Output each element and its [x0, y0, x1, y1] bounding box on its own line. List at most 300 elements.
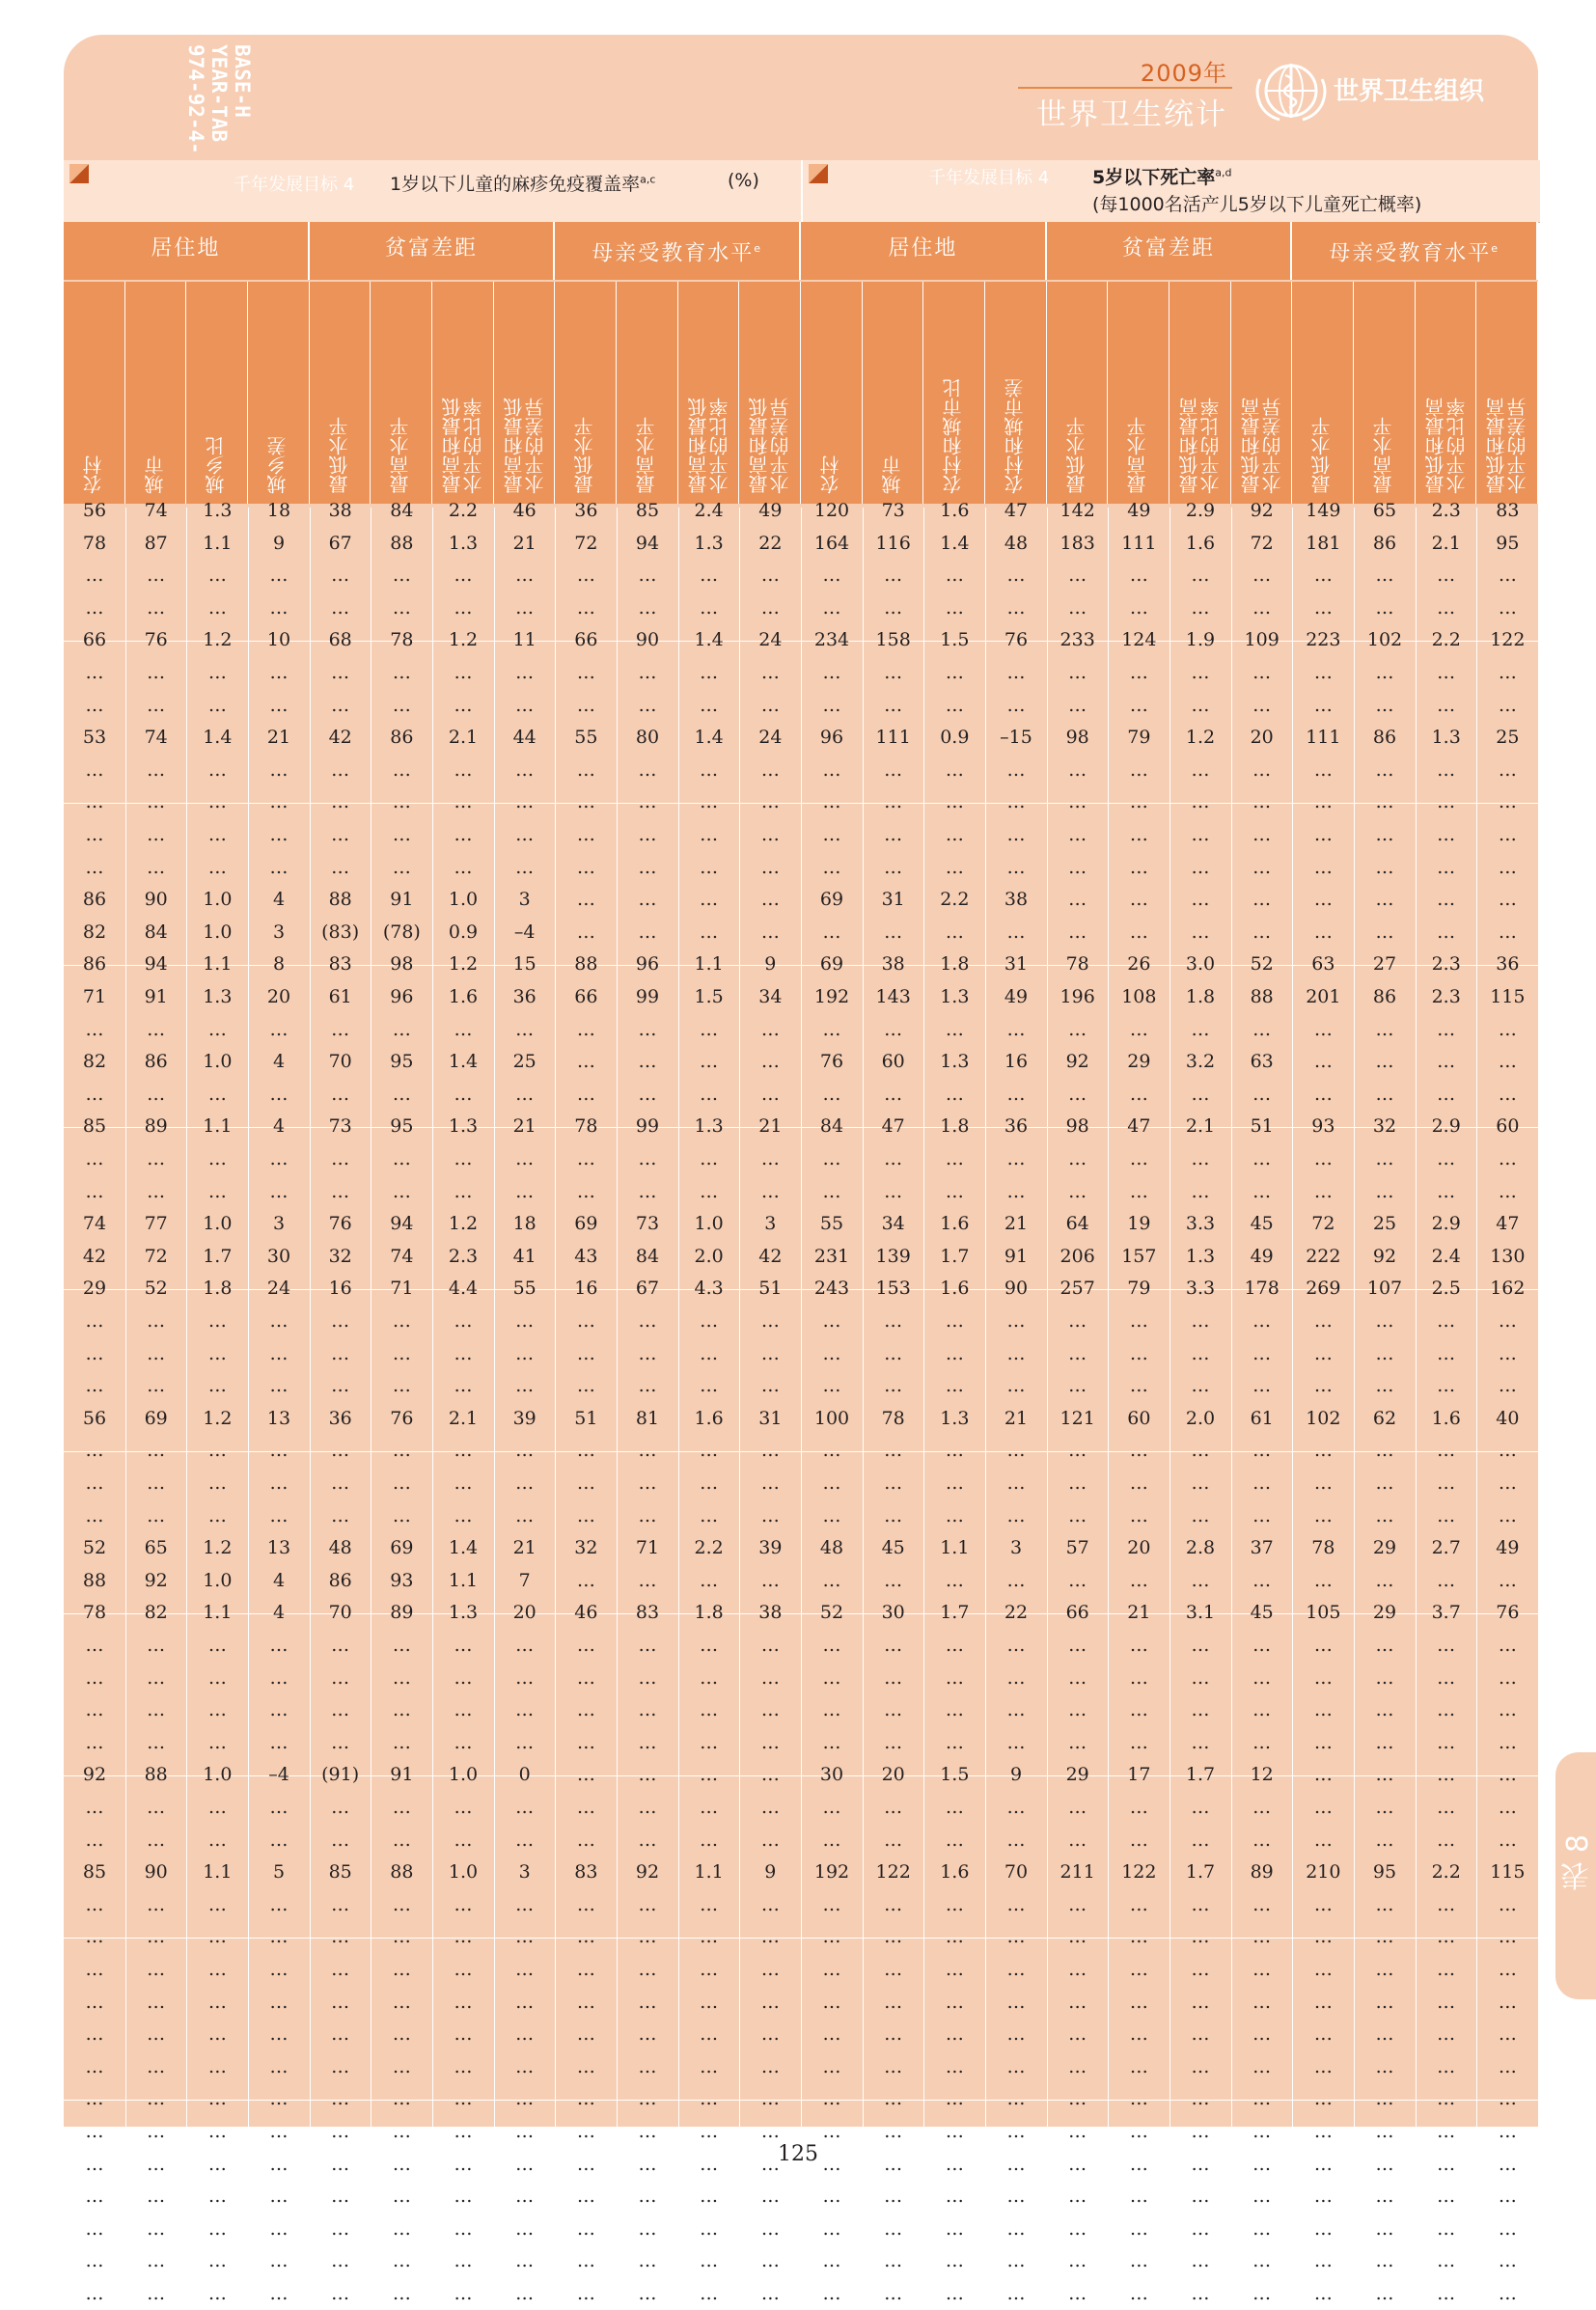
table-cell: … [147, 1893, 166, 1915]
table-cell: … [1068, 1342, 1087, 1364]
table-cell: … [515, 2088, 535, 2110]
table-cell: … [331, 791, 350, 813]
goal-label: 千年发展目标 4 [234, 175, 355, 195]
table-cell: … [454, 824, 473, 845]
column-header-label: 城市 [143, 455, 167, 494]
table-cell: … [1437, 1959, 1456, 1980]
table-cell: 69 [390, 1537, 414, 1559]
table-cell: … [822, 1018, 841, 1040]
table-cell: … [85, 694, 104, 716]
table-cell: … [1006, 1083, 1026, 1105]
column-header [1231, 282, 1293, 504]
table-cell: … [1006, 1666, 1026, 1689]
table-cell: … [945, 1666, 964, 1689]
goal-label: 千年发展目标 4 [928, 168, 1050, 188]
table-cell: … [85, 1829, 104, 1851]
table-cell: … [1498, 1829, 1517, 1851]
table-cell: … [576, 1310, 595, 1332]
table-cell: … [207, 1018, 227, 1040]
table-cell: 192 [813, 1861, 850, 1884]
table-cell: … [1498, 1018, 1517, 1040]
group-header-label: 贫富差距 [1121, 236, 1215, 261]
table-cell: 157 [1121, 1245, 1157, 1267]
table-cell: … [207, 2121, 227, 2142]
table-cell: … [576, 1342, 595, 1364]
table-cell: … [945, 564, 964, 587]
table-cell: … [269, 1440, 289, 1462]
table-cell: 88 [82, 1569, 107, 1591]
table-cell: … [1498, 1148, 1517, 1169]
table-cell: … [822, 1569, 841, 1591]
table-cell: … [1191, 856, 1210, 878]
table-cell: … [85, 2250, 104, 2272]
table-cell: … [1437, 564, 1456, 587]
table-cell: 231 [813, 1245, 850, 1267]
table-cell: … [760, 2250, 780, 2272]
table-cell: … [1375, 1829, 1394, 1851]
table-cell: 72 [1250, 532, 1274, 554]
table-cell: … [331, 1893, 350, 1915]
table-cell: 48 [819, 1537, 844, 1559]
table-cell: 95 [1372, 1861, 1397, 1884]
table-cell: … [822, 1926, 841, 1948]
table-cell: … [576, 1959, 595, 1980]
table-cell: … [392, 856, 411, 878]
column-header [678, 282, 740, 504]
table-cell: 1.1 [940, 1537, 970, 1559]
table-cell: … [454, 2121, 473, 2142]
table-cell: 32 [574, 1537, 598, 1559]
table-cell: … [269, 1991, 289, 2013]
table-cell: 1.6 [1185, 532, 1216, 554]
table-cell: … [1129, 1083, 1148, 1105]
table-cell: … [1006, 1926, 1026, 1948]
table-cell: … [1129, 1180, 1148, 1202]
table-cell: … [1498, 1764, 1517, 1786]
table-cell: … [1129, 824, 1148, 845]
table-cell: … [822, 596, 841, 619]
table-cell: … [1006, 1440, 1026, 1462]
table-cell: 124 [1121, 629, 1157, 651]
table-cell: 93 [1311, 1115, 1335, 1138]
table-cell: … [392, 1699, 411, 1721]
table-cell: … [331, 2088, 350, 2110]
table-cell: … [515, 2217, 535, 2240]
table-cell: … [147, 2088, 166, 2110]
table-cell: 1.2 [1185, 727, 1216, 749]
table-cell: … [515, 2023, 535, 2046]
table-cell: 24 [266, 1278, 291, 1300]
table-cell: … [760, 1797, 780, 1818]
group-header [1047, 222, 1293, 280]
table-cell: … [945, 2023, 964, 2046]
table-cell: … [576, 2250, 595, 2272]
table-cell: 1.3 [203, 986, 233, 1007]
table-cell: … [331, 1310, 350, 1332]
table-cell: … [269, 596, 289, 619]
table-cell: … [331, 1666, 350, 1689]
table-cell: … [1191, 662, 1210, 683]
indicator-title [1092, 163, 1231, 189]
table-cell: … [454, 2023, 473, 2046]
table-cell: 1.0 [694, 1213, 724, 1235]
table-cell: … [392, 1180, 411, 1202]
table-cell: … [884, 1342, 903, 1364]
table-cell: … [1375, 2153, 1394, 2175]
table-cell: … [207, 2088, 227, 2110]
table-cell: … [884, 2283, 903, 2304]
table-cell: … [822, 1666, 841, 1689]
table-cell: … [1068, 564, 1087, 587]
table-cell: … [1191, 2121, 1210, 2142]
table-cell: … [392, 2186, 411, 2208]
table-cell: … [269, 2217, 289, 2240]
table-cell: … [1375, 921, 1394, 943]
table-cell: … [392, 1635, 411, 1656]
table-cell: … [269, 694, 289, 716]
table-cell: … [147, 694, 166, 716]
table-cell: … [884, 1148, 903, 1169]
table-cell: … [700, 1926, 719, 1948]
table-cell: 1.8 [203, 1278, 233, 1300]
table-cell: … [576, 694, 595, 716]
table-cell: … [1129, 1666, 1148, 1689]
table-cell: … [269, 2283, 289, 2304]
table-cell: … [1375, 596, 1394, 619]
table-cell: … [1129, 1148, 1148, 1169]
table-cell: … [884, 1310, 903, 1332]
table-cell: … [760, 1180, 780, 1202]
table-cell: … [1191, 1666, 1210, 1689]
table-cell: … [85, 791, 104, 813]
table-cell: … [1498, 1180, 1517, 1202]
table-cell: … [700, 2055, 719, 2077]
table-cell: … [1498, 1440, 1517, 1462]
group-header-label: 母亲受教育水平 [592, 241, 755, 266]
table-cell: … [269, 1731, 289, 1753]
table-cell: … [576, 2023, 595, 2046]
table-cell: … [884, 1731, 903, 1753]
table-cell: 149 [1306, 500, 1341, 521]
column-header [432, 282, 494, 504]
table-cell: 73 [881, 500, 905, 521]
table-cell: … [1129, 889, 1148, 911]
table-cell: … [392, 1440, 411, 1462]
indicator-footnote: a,d [1215, 166, 1232, 179]
table-cell: 49 [1496, 1537, 1520, 1559]
table-cell: … [638, 1991, 657, 2013]
table-cell: … [207, 1635, 227, 1656]
table-cell: … [1437, 2088, 1456, 2110]
table-cell: 60 [1496, 1115, 1520, 1138]
table-cell: … [331, 1148, 350, 1169]
table-cell: 55 [512, 1278, 537, 1300]
table-cell: … [945, 1569, 964, 1591]
table-cell: … [1375, 2055, 1394, 2077]
table-cell: 2.9 [1431, 1115, 1461, 1138]
table-cell: … [760, 1440, 780, 1462]
table-cell: … [638, 1569, 657, 1591]
table-cell: 12 [1250, 1764, 1274, 1786]
table-cell: … [1437, 2153, 1456, 2175]
table-cell: … [1006, 596, 1026, 619]
table-cell: … [1437, 1829, 1456, 1851]
table-cell: 48 [1004, 532, 1029, 554]
table-cell: 78 [82, 1602, 107, 1624]
table-cell: 222 [1306, 1245, 1341, 1267]
column-header-label: 最低水平 [573, 417, 597, 494]
table-cell: … [207, 2153, 227, 2175]
table-cell: … [576, 1504, 595, 1526]
table-cell: 67 [635, 1278, 660, 1300]
table-cell: … [760, 1051, 780, 1073]
table-cell: 95 [1496, 532, 1520, 554]
table-cell: 60 [881, 1051, 905, 1073]
table-cell: 257 [1059, 1278, 1095, 1300]
table-cell: … [515, 2283, 535, 2304]
table-cell: … [1006, 1699, 1026, 1721]
table-cell: … [515, 2153, 535, 2175]
table-cell: 2.4 [1431, 1245, 1461, 1267]
table-cell: … [1252, 889, 1272, 911]
table-cell: … [392, 2153, 411, 2175]
table-cell: … [1313, 791, 1333, 813]
table-cell: … [700, 564, 719, 587]
table-cell: 192 [813, 986, 850, 1007]
table-cell: … [392, 1083, 411, 1105]
table-cell: 87 [144, 532, 168, 554]
table-cell: 1.0 [203, 1764, 233, 1786]
table-cell: … [454, 1180, 473, 1202]
table-cell: … [454, 2250, 473, 2272]
table-cell: … [576, 1148, 595, 1169]
table-cell: … [945, 2283, 964, 2304]
table-cell: … [1191, 2186, 1210, 2208]
column-header [923, 282, 985, 504]
table-cell: 84 [635, 1245, 660, 1267]
table-cell: … [945, 1472, 964, 1494]
table-cell: … [700, 1440, 719, 1462]
table-cell: 86 [82, 953, 107, 976]
table-cell: … [1498, 1893, 1517, 1915]
table-cell: 49 [1127, 500, 1151, 521]
indicator-unit: (%) [728, 170, 759, 191]
table-cell: … [945, 1699, 964, 1721]
table-cell: … [1313, 662, 1333, 683]
table-cell: … [638, 1051, 657, 1073]
table-cell: … [700, 1893, 719, 1915]
table-cell: … [1252, 2088, 1272, 2110]
table-cell: … [269, 1180, 289, 1202]
table-cell: 89 [390, 1602, 414, 1624]
table-cell: 9 [272, 532, 286, 554]
table-cell: 52 [819, 1602, 844, 1624]
table-cell: –15 [1000, 727, 1032, 749]
column-header-label: 最高和最低 水平的比率 [686, 398, 731, 494]
table-cell: … [945, 1829, 964, 1851]
table-cell: 22 [1004, 1602, 1029, 1624]
table-cell: … [1437, 2121, 1456, 2142]
table-cell: … [1498, 596, 1517, 619]
table-cell: … [1006, 1893, 1026, 1915]
table-cell: … [1191, 758, 1210, 781]
table-cell: … [945, 1893, 964, 1915]
table-cell: … [331, 2055, 350, 2077]
table-cell: … [515, 1926, 535, 1948]
table-cell: … [1437, 2055, 1456, 2077]
table-cell: … [207, 791, 227, 813]
table-cell: … [945, 2153, 964, 2175]
table-cell: 30 [881, 1602, 905, 1624]
table-cell: … [85, 1472, 104, 1494]
table-cell: … [700, 1829, 719, 1851]
table-cell: … [1129, 1569, 1148, 1591]
table-cell: … [884, 856, 903, 878]
table-cell: 47 [881, 1115, 905, 1138]
table-cell: … [822, 1635, 841, 1656]
column-header-label: 农村和城市比 [942, 378, 966, 494]
table-cell: … [207, 2186, 227, 2208]
table-cell: … [1006, 1148, 1026, 1169]
table-cell: … [1252, 1797, 1272, 1818]
table-cell: 55 [574, 727, 598, 749]
table-cell: … [1191, 1310, 1210, 1332]
table-cell: 39 [512, 1407, 537, 1429]
table-cell: … [269, 1018, 289, 1040]
column-header [801, 282, 863, 504]
table-cell: … [454, 2153, 473, 2175]
table-cell: … [576, 1180, 595, 1202]
table-cell: … [638, 1180, 657, 1202]
table-cell: … [945, 1083, 964, 1105]
table-cell: 1.2 [448, 629, 479, 651]
table-cell: … [269, 791, 289, 813]
table-cell: … [700, 1472, 719, 1494]
table-cell: … [945, 758, 964, 781]
table-cell: … [1006, 1472, 1026, 1494]
table-cell: … [1313, 694, 1333, 716]
table-cell: … [1313, 1018, 1333, 1040]
table-cell: … [700, 1797, 719, 1818]
table-cell: … [884, 824, 903, 845]
table-cell: 164 [813, 532, 850, 554]
table-cell: … [392, 694, 411, 716]
table-cell: … [1437, 1342, 1456, 1364]
table-cell: … [1437, 1310, 1456, 1332]
table-cell: 0 [518, 1764, 531, 1786]
table-cell: 91 [1004, 1245, 1029, 1267]
table-cell: 158 [875, 629, 911, 651]
table-cell: … [700, 1051, 719, 1073]
table-cell: … [822, 758, 841, 781]
table-cell: … [1375, 791, 1394, 813]
table-cell: … [454, 791, 473, 813]
table-cell: … [822, 1731, 841, 1753]
table-cell: (78) [382, 921, 421, 943]
table-cell: … [1437, 758, 1456, 781]
table-cell: … [1252, 2121, 1272, 2142]
column-header-label: 农村 [82, 455, 105, 494]
table-cell: … [1498, 1083, 1517, 1105]
table-cell: … [392, 1018, 411, 1040]
table-cell: … [392, 1504, 411, 1526]
table-cell: … [1068, 1666, 1087, 1689]
table-cell: … [1252, 1018, 1272, 1040]
table-cell: … [392, 596, 411, 619]
table-cell: … [269, 1926, 289, 1948]
table-cell: … [638, 1829, 657, 1851]
table-cell: … [700, 758, 719, 781]
table-cell: … [945, 1018, 964, 1040]
table-cell: … [147, 1991, 166, 2013]
table-cell: … [1006, 2088, 1026, 2110]
table-cell: 38 [328, 500, 352, 521]
table-cell: … [1313, 2121, 1333, 2142]
table-cell: 3.7 [1431, 1602, 1461, 1624]
table-cell: … [822, 1440, 841, 1462]
table-cell: … [331, 824, 350, 845]
table-cell: … [822, 791, 841, 813]
table-cell: … [1006, 1180, 1026, 1202]
table-cell: 2.3 [1431, 953, 1461, 976]
table-cell: 30 [266, 1245, 291, 1267]
table-cell: 1.6 [694, 1407, 724, 1429]
organization-name: 世界卫生组织 [1333, 77, 1484, 106]
table-cell: 11 [512, 629, 537, 651]
table-cell: … [1252, 1699, 1272, 1721]
table-cell: … [1437, 1764, 1456, 1786]
table-cell: 86 [390, 727, 414, 749]
table-cell: … [1068, 1569, 1087, 1591]
table-cell: … [1313, 1342, 1333, 1364]
group-header-label: 居住地 [888, 236, 958, 261]
table-cell: 2.8 [1185, 1537, 1216, 1559]
table-cell: … [760, 1666, 780, 1689]
table-cell: … [700, 2217, 719, 2240]
table-cell: 79 [1127, 1278, 1151, 1300]
table-cell: … [638, 1148, 657, 1169]
column-header [186, 282, 248, 504]
table-cell: … [85, 1440, 104, 1462]
table-cell: … [147, 2023, 166, 2046]
table-cell: 81 [635, 1407, 660, 1429]
table-cell: … [1375, 1375, 1394, 1397]
table-cell: … [884, 1991, 903, 2013]
table-cell: … [1252, 2153, 1272, 2175]
table-cell: … [85, 758, 104, 781]
table-cell: … [884, 1018, 903, 1040]
table-cell: … [1006, 2217, 1026, 2240]
table-cell: … [1375, 1797, 1394, 1818]
table-cell: … [515, 1991, 535, 2013]
table-cell: … [147, 1699, 166, 1721]
table-cell: … [1252, 758, 1272, 781]
table-cell: … [576, 564, 595, 587]
table-cell: … [884, 2250, 903, 2272]
table-cell: 109 [1244, 629, 1280, 651]
table-cell: … [576, 758, 595, 781]
table-cell: … [331, 1375, 350, 1397]
table-cell: 1.2 [448, 953, 479, 976]
table-cell: … [85, 2055, 104, 2077]
table-cell: 2.2 [1431, 629, 1461, 651]
table-cell: … [515, 2121, 535, 2142]
table-cell: … [760, 2088, 780, 2110]
table-cell: … [1437, 1375, 1456, 1397]
table-cell: … [515, 1083, 535, 1105]
table-cell: … [147, 1926, 166, 1948]
table-cell: … [760, 1893, 780, 1915]
